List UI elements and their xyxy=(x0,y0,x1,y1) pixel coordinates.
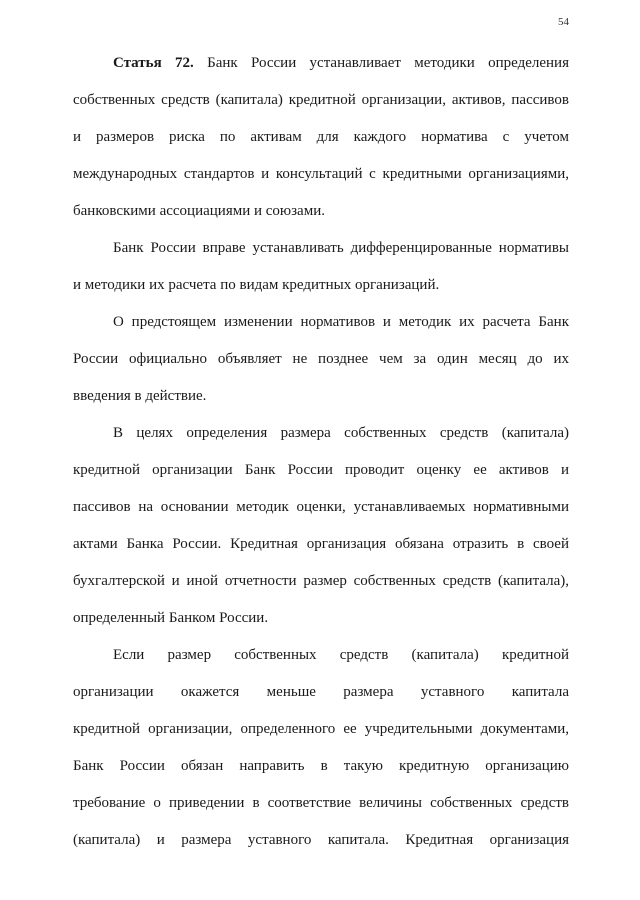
text-line: бухгалтерской и иной отчетности размер собственных средств (капитала), xyxy=(73,573,569,589)
article-heading: Статья 72. xyxy=(113,55,194,71)
text-line: международных стандартов и консультаций с кредитными организациями, xyxy=(73,166,569,182)
document-body xyxy=(73,54,569,868)
text-line: В целях определения размера собственных средств (капитала) xyxy=(113,425,569,441)
text-line: и размеров риска по активам для каждого норматива с учетом xyxy=(73,129,569,145)
text-line: кредитной организации Банк России проводит оценку ее активов и xyxy=(73,462,569,478)
text-line: кредитной организации, определенного ее учредительными документами, xyxy=(73,721,569,737)
text-line: О предстоящем изменении нормативов и методик их расчета Банк xyxy=(113,314,569,330)
text-line: банковскими ассоциациями и союзами. xyxy=(73,203,325,219)
text-line: актами Банка России. Кредитная организация обязана отразить в своей xyxy=(73,536,569,552)
text-line: (капитала) и размера уставного капитала. Кредитная организация xyxy=(73,832,569,848)
text-line xyxy=(73,54,569,91)
text-line: России официально объявляет не позднее чем за один месяц до их xyxy=(73,351,569,367)
text-line: организации окажется меньше размера уставного капитала xyxy=(73,684,569,700)
text-line: Если размер собственных средств (капитала) кредитной xyxy=(113,647,569,663)
text-line: Банк России вправе устанавливать дифференцированные нормативы xyxy=(113,240,569,256)
text-line: и методики их расчета по видам кредитных организаций. xyxy=(73,277,440,293)
text-line: требование о приведении в соответствие величины собственных средств xyxy=(73,795,569,811)
text-line-content: Банк России устанавливает методики определения xyxy=(193,55,569,71)
text-line: Банк России обязан направить в такую кредитную организацию xyxy=(73,758,569,774)
text-line: введения в действие. xyxy=(73,388,207,404)
text-line: пассивов на основании методик оценки, устанавливаемых нормативными xyxy=(73,499,569,515)
text-line: собственных средств (капитала) кредитной организации, активов, пассивов xyxy=(73,92,569,108)
text-line: определенный Банком России. xyxy=(73,610,269,626)
page-number: 54 xyxy=(558,16,569,28)
